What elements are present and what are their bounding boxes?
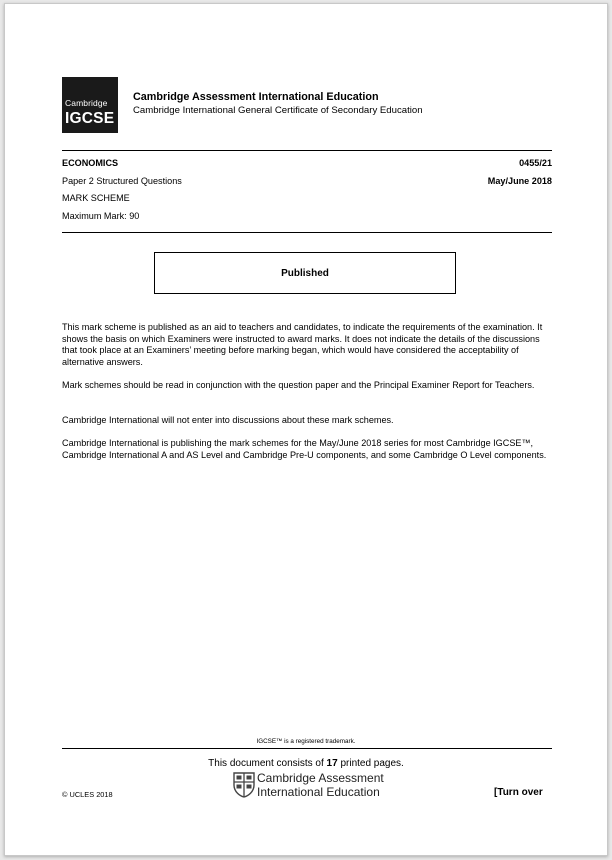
paragraph-2: Mark schemes should be read in conjunction with the question paper and the Principal Examiner Report for Teachers. [62,380,535,390]
consists-suffix: printed pages. [337,758,404,769]
consists-prefix: This document consists of [208,758,327,769]
top-divider [62,150,552,151]
subject-label: ECONOMICS [62,158,119,168]
paragraph-1: This mark scheme is published as an aid to teachers and candidates, to indicate the requirements of the examination. It shows the basis on which Examiners were instructed to award marks. It does not indicate the details of the discussions that took place at an Examiners’ meeting before marking began, which would have considered the acceptability of alternative answers. [62,322,543,368]
footer-divider [62,748,552,749]
trademark-note: IGCSE™ is a registered trademark. [256,738,356,745]
cambridge-igcse-logo [62,77,118,133]
copyright: © UCLES 2018 [62,790,113,799]
paper-code: 0455/21 [519,158,552,168]
page-count-line [5,758,607,769]
shield-icon [233,772,255,798]
paper-name: Paper 2 Structured Questions [62,176,182,186]
doc-type: MARK SCHEME [62,193,130,203]
status-label: Published [281,267,329,279]
max-mark: Maximum Mark: 90 [62,211,140,221]
org-title: Cambridge Assessment International Education [133,91,379,103]
document-page [4,3,608,856]
paragraph-4: Cambridge International is publishing the mark schemes for the May/June 2018 series for most Cambridge IGCSE™, Cambridge International A and AS Level and Cambridge Pre-U components, and some Cambridge O Level components. [62,438,547,460]
exam-session: May/June 2018 [487,176,552,186]
org-subtitle: Cambridge International General Certificate of Secondary Education [133,105,423,116]
logo-small-text: Cambridge [65,98,108,108]
logo-line-1: Cambridge Assessment [257,771,384,785]
logo-large-text: IGCSE [65,110,115,127]
cambridge-assessment-logo [231,770,391,800]
middle-divider [62,232,552,233]
logo-line-2: International Education [257,785,380,799]
status-box [154,252,456,294]
turn-over: [Turn over [494,787,543,798]
paragraph-3: Cambridge International will not enter into discussions about these mark schemes. [62,415,394,425]
page-count: 17 [326,758,338,769]
